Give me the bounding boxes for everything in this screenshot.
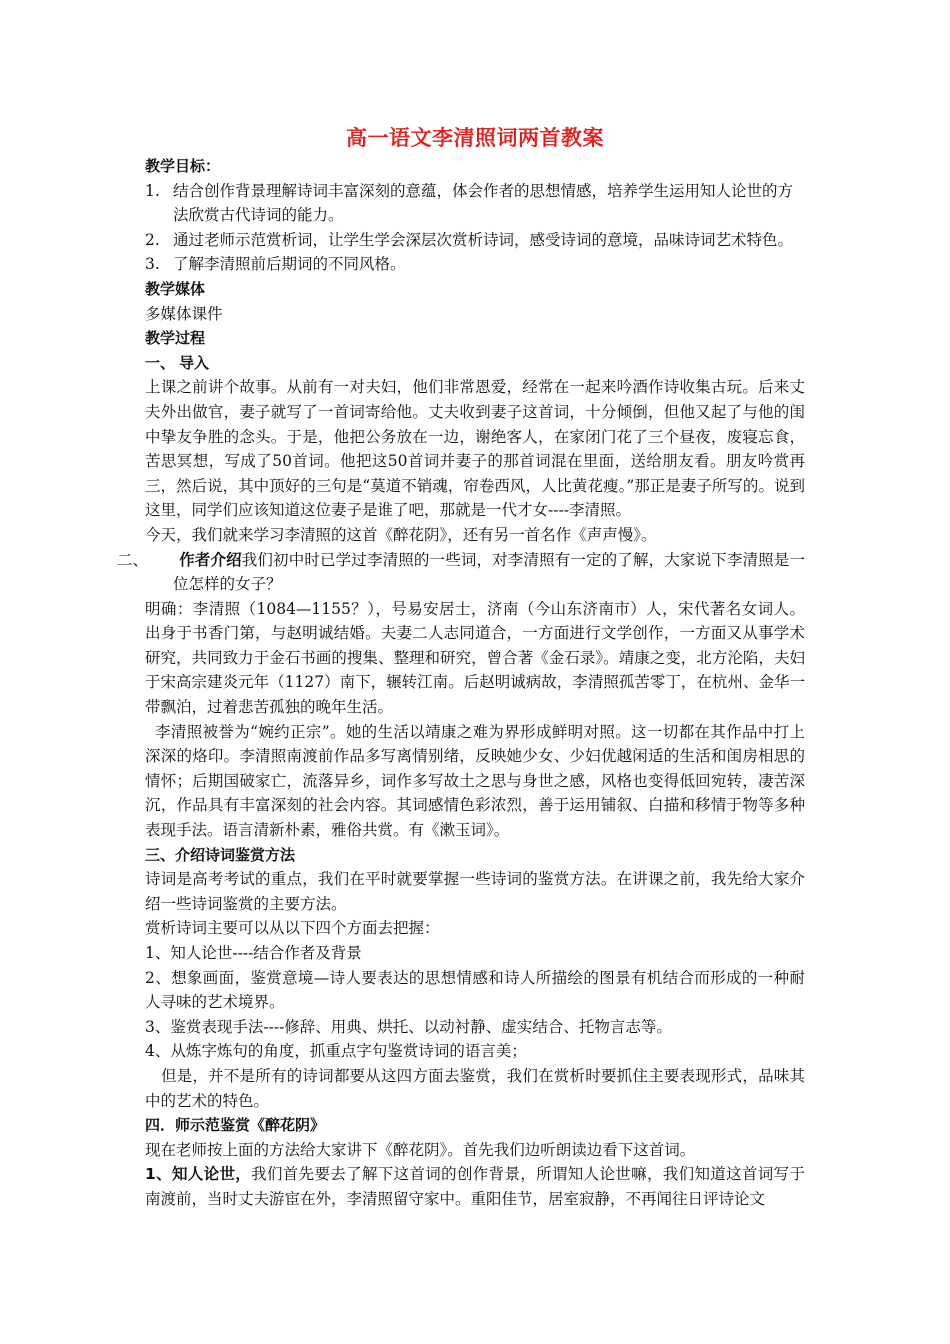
section2-number: 二、 [117, 550, 149, 569]
objective-item [145, 179, 805, 228]
section2-heading [117, 548, 805, 597]
section3-paragraph: 赏析诗词主要可以从以下四个方面去把握： [145, 919, 440, 938]
method-item: 3、鉴赏表现手法----修辞、用典、烘托、以动衬静、虚实结合、托物言志等。 [145, 1017, 672, 1036]
method-item: 1、知人论世----结合作者及背景 [145, 944, 362, 962]
objective-item [145, 252, 805, 277]
objective-number: 3. [145, 255, 160, 274]
section4-heading: 四．师示范鉴赏《醉花阴》 [145, 1116, 326, 1135]
section4-paragraph: 现在老师按上面的方法给大家讲下《醉花阴》。首先我们边听朗读边看下这首词。 [145, 1140, 696, 1159]
section1-number: 一、 [145, 353, 176, 372]
media-heading: 教学媒体 [145, 279, 206, 298]
section3-heading: 三、介绍诗词鉴赏方法 [145, 845, 296, 864]
objective-number: 1. [145, 181, 160, 200]
objectives-heading: 教学目标： [145, 157, 221, 175]
section2-paragraph: 李清照被誉为“婉约正宗”。她的生活以靖康之难为界形成鲜明对照。这一切都在其作品中打上深深的烙印。李清照南渡前作品多写离情别绪，反映她少女、少妇优越闲适的生活和闺房相思的情怀；后期国破家亡，流落异乡，词作多写故土之思与身世之感，风格也变得低回宛转，凄苦深沉，作品具有丰富深刻的社会内容。其词感情色彩浓烈，善于运用铺叙、白描和移情于物等多种表现手法。语言清新朴素，雅俗共赏。有《漱玉词》。 [145, 722, 805, 840]
section3-paragraph: 诗词是高考考试的重点，我们在平时就要掌握一些诗词的鉴赏方法。在讲课之前，我先给大家介绍一些诗词鉴赏的主要方法。 [145, 870, 805, 913]
section2-lead: 我们初中时已学过李清照的一些词，对李清照有一定的了解，大家说下李清照是一位怎样的女子？ [173, 550, 805, 594]
section1-heading [145, 351, 805, 376]
section1-paragraph: 今天，我们就来学习李清照的这首《醉花阴》，还有另一首名作《声声慢》。 [145, 525, 657, 544]
document-body [117, 154, 805, 1212]
method-item: 4、从炼字炼句的角度，抓重点字句鉴赏诗词的语言美； [145, 1042, 527, 1061]
objective-text: 了解李清照前后期词的不同风格。 [173, 255, 406, 274]
objective-item [145, 228, 805, 253]
section4-paragraph [145, 1162, 805, 1211]
section3-paragraph: 但是，并不是所有的诗词都要从这四方面去鉴赏，我们在赏析时要抓住主要表现形式，品味其中的艺术的特色。 [145, 1066, 805, 1110]
process-heading: 教学过程 [145, 329, 206, 348]
document-title: 高一语文李清照词两首教案 [346, 126, 604, 150]
section4-lead-bold: 1、知人论世， [145, 1165, 252, 1184]
objective-text: 结合创作背景理解诗词丰富深刻的意蕴，体会作者的思想情感，培养学生运用知人论世的方法欣赏古代诗词的能力。 [173, 181, 794, 225]
section2-title: 作者介绍 [179, 550, 242, 569]
objective-text: 通过老师示范赏析词，让学生学会深层次赏析诗词，感受诗词的意境，品味诗词艺术特色。 [173, 230, 794, 249]
section4-lead-text: 我们首先要去了解下这首词的创作背景，所谓知人论世嘛，我们知道这首词写于南渡前，当时丈夫游宦在外，李清照留守家中。重阳佳节，居室寂静，不再闻往日评诗论文 [145, 1165, 805, 1208]
section1-paragraph: 上课之前讲个故事。从前有一对夫妇，他们非常恩爱，经常在一起来吟酒作诗收集古玩。后来丈夫外出做官，妻子就写了一首词寄给他。丈夫收到妻子这首词，十分倾倒，但他又起了与他的闺中挚友争胜的念头。于是，他把公务放在一边，谢绝客人，在家闭门花了三个昼夜，废寝忘食，苦思冥想，写成了50首词。他把这50首词并妻子的那首词混在里面，送给朋友看。朋友吟赏再三，然后说，其中顶好的三句是“莫道不销魂，帘卷西风，人比黄花瘦。”那正是妻子所写的。说到这里，同学们应该知道这位妻子是谁了吧，那就是一代才女----李清照。 [145, 378, 805, 520]
section2-paragraph: 明确：李清照（1084—1155？），号易安居士，济南（今山东济南市）人，宋代著名女词人。出身于书香门第，与赵明诚结婚。夫妻二人志同道合，一方面进行文学创作，一方面又从事学术研究，共同致力于金石书画的搜集、整理和研究，曾合著《金石录》。靖康之变，北方沦陷，夫妇于宋高宗建炎元年（1127）南下，辗转江南。后赵明诚病故，李清照孤苦零丁，在杭州、金华一带飘泊，过着悲苦孤独的晚年生活。 [145, 599, 805, 717]
objective-number: 2. [145, 230, 160, 249]
section1-title: 导入 [179, 353, 210, 372]
method-item: 2、想象画面，鉴赏意境—诗人要表达的思想情感和诗人所描绘的图景有机结合而形成的一种耐人寻味的艺术境界。 [145, 968, 805, 1012]
media-text: 多媒体课件 [145, 304, 223, 323]
